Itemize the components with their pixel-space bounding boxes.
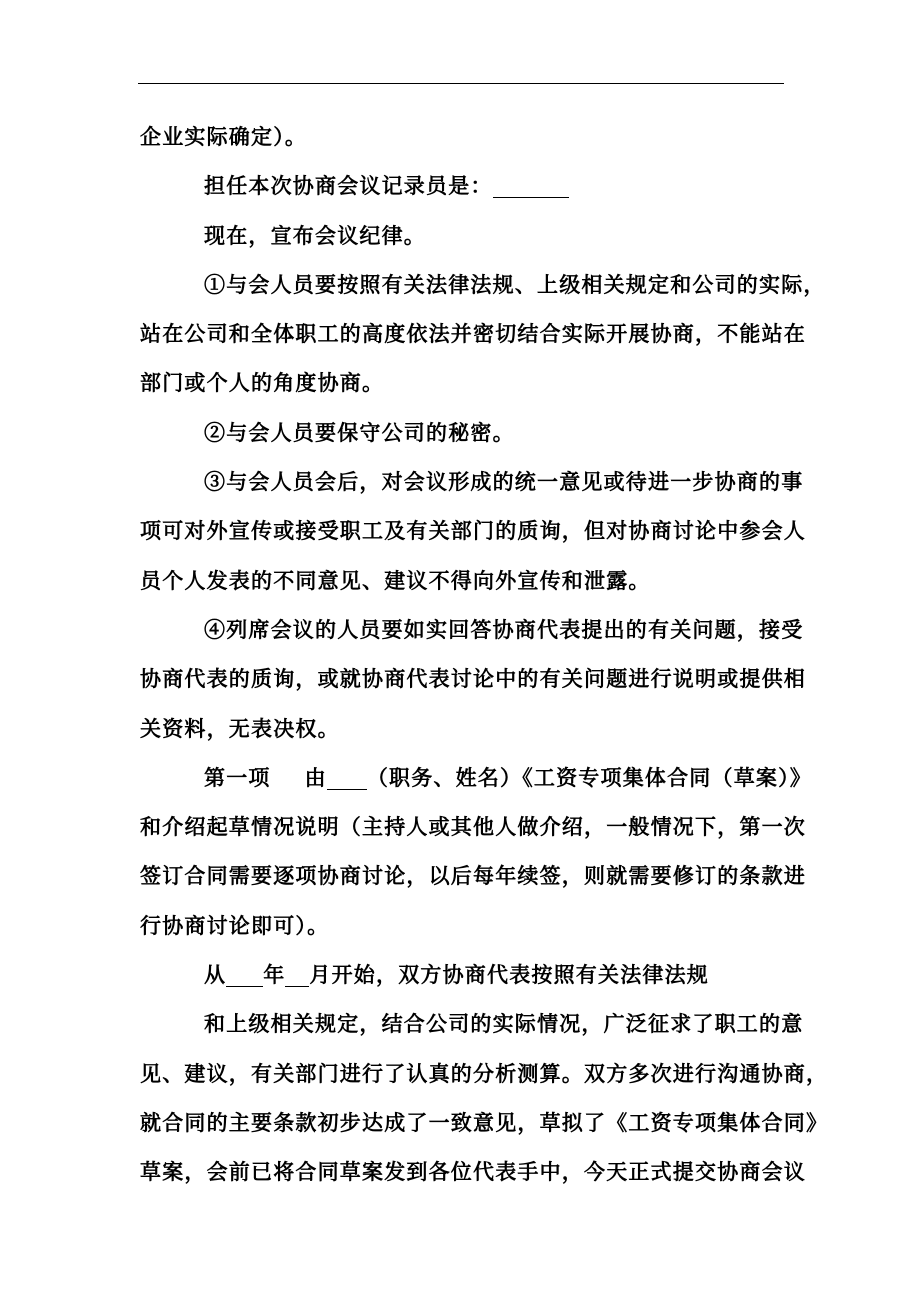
text-line: 协商代表的质询，或就协商代表讨论中的有关问题进行说明或提供相 (140, 666, 806, 692)
month-blank (285, 964, 309, 987)
text-line: 站在公司和全体职工的高度依法并密切结合实际开展协商，不能站在 (140, 321, 806, 347)
text-line: 员个人发表的不同意见、建议不得向外宣传和泄露。 (140, 567, 651, 593)
from-date-line (140, 950, 812, 999)
text-line: 项可对外宣传或接受职工及有关部门的质询，但对协商讨论中参会人 (140, 518, 806, 544)
rule-4-line: ④列席会议的人员要如实回答协商代表提出的有关问题，接受 (204, 616, 804, 642)
recorder-blank (493, 175, 569, 198)
header-rule (138, 83, 784, 84)
text-line: 和介绍起草情况说明（主持人或其他人做介绍，一般情况下，第一次 (140, 814, 806, 840)
text-line: 草案，会前已将合同草案发到各位代表手中，今天正式提交协商会议 (140, 1159, 806, 1185)
item-1-suffix: （职务、姓名）《工资专项集体合同（草案）》 (366, 764, 813, 790)
item-1-line (140, 753, 812, 802)
text-line: 就合同的主要条款初步达成了一致意见，草拟了《工资专项集体合同》 (140, 1109, 829, 1135)
document-body (140, 112, 829, 1197)
year-blank (226, 964, 263, 987)
text-line: 见、建议，有关部门进行了认真的分析测算。双方多次进行沟通协商， (140, 1060, 829, 1086)
month-rest: 月开始，双方协商代表按照有关法律法规 (309, 962, 710, 988)
text-line: 签订合同需要逐项协商讨论，以后每年续签，则就需要修订的条款进 (140, 863, 806, 889)
year-label: 年 (263, 962, 286, 988)
presenter-blank (327, 767, 367, 790)
rule-2-line: ②与会人员要保守公司的秘密。 (204, 419, 515, 445)
from-label: 从 (204, 962, 227, 988)
text-line: 企业实际确定）。 (140, 124, 308, 149)
item-1-prefix: 由 (304, 764, 327, 790)
recorder-label: 担任本次协商会议记录员是： (204, 173, 493, 199)
text-line: 关资料，无表决权。 (140, 715, 340, 741)
rule-1-line: ①与会人员要按照有关法律法规、上级相关规定和公司的实际， (204, 271, 826, 297)
text-line: 和上级相关规定，结合公司的实际情况，广泛征求了职工的意 (204, 1011, 804, 1037)
text-line: 行协商讨论即可）。 (140, 912, 330, 938)
text-line: 现在，宣布会议纪律。 (204, 222, 426, 248)
text-line: 部门或个人的角度协商。 (140, 370, 385, 396)
rule-3-line: ③与会人员会后，对会议形成的统一意见或待进一步协商的事 (204, 469, 804, 495)
recorder-line (140, 161, 812, 210)
item-1-label: 第一项 (204, 764, 271, 790)
